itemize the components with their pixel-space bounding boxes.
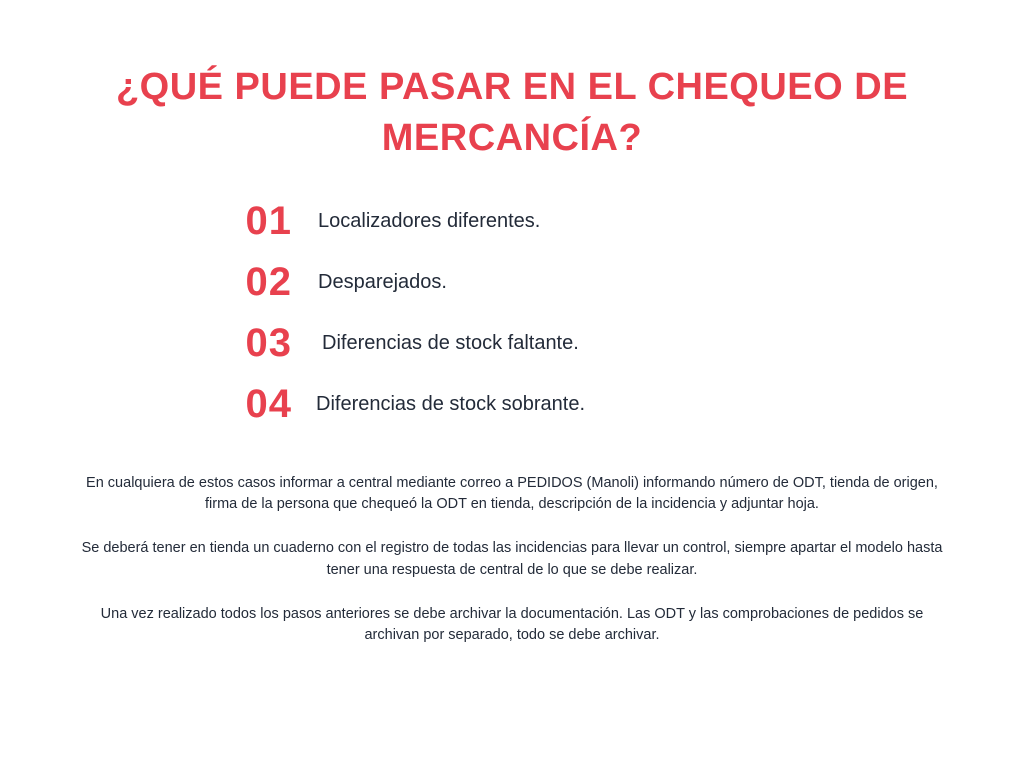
list-item <box>192 260 832 305</box>
note-paragraph: En cualquiera de estos casos informar a central mediante correo a PEDIDOS (Manoli) informando número de ODT, tienda de origen, firma de la persona que chequeó la ODT en tienda, descripción de la incidencia y adjuntar hoja. <box>86 474 938 513</box>
list-item-label: Desparejados. <box>318 270 447 293</box>
page-title: ¿QUÉ PUEDE PASAR EN EL CHEQUEO DE MERCANCÍA? <box>115 66 909 160</box>
notes-section <box>62 473 962 648</box>
list-item-label: Diferencias de stock faltante. <box>322 331 579 354</box>
note-paragraph: Se deberá tener en tienda un cuaderno con el registro de todas las incidencias para llevar un control, siempre apartar el modelo hasta tener una respuesta de central de lo que se debe realizar. <box>81 540 943 578</box>
list-item <box>192 321 832 366</box>
list-item-number: 02 <box>245 259 292 304</box>
list-item <box>192 199 832 244</box>
note-paragraph: Una vez realizado todos los pasos anteriores se debe archivar la documentación. Las ODT y las comprobaciones de pedidos se archivan por separado, todo se debe archivar. <box>100 605 924 644</box>
list-item-label: Diferencias de stock sobrante. <box>316 392 586 415</box>
numbered-list <box>192 199 832 427</box>
list-item-label: Localizadores diferentes. <box>318 209 541 232</box>
list-item-number: 01 <box>245 198 292 243</box>
list-item-number: 03 <box>245 320 292 365</box>
list-item <box>192 382 832 427</box>
list-item-number: 04 <box>245 381 292 426</box>
